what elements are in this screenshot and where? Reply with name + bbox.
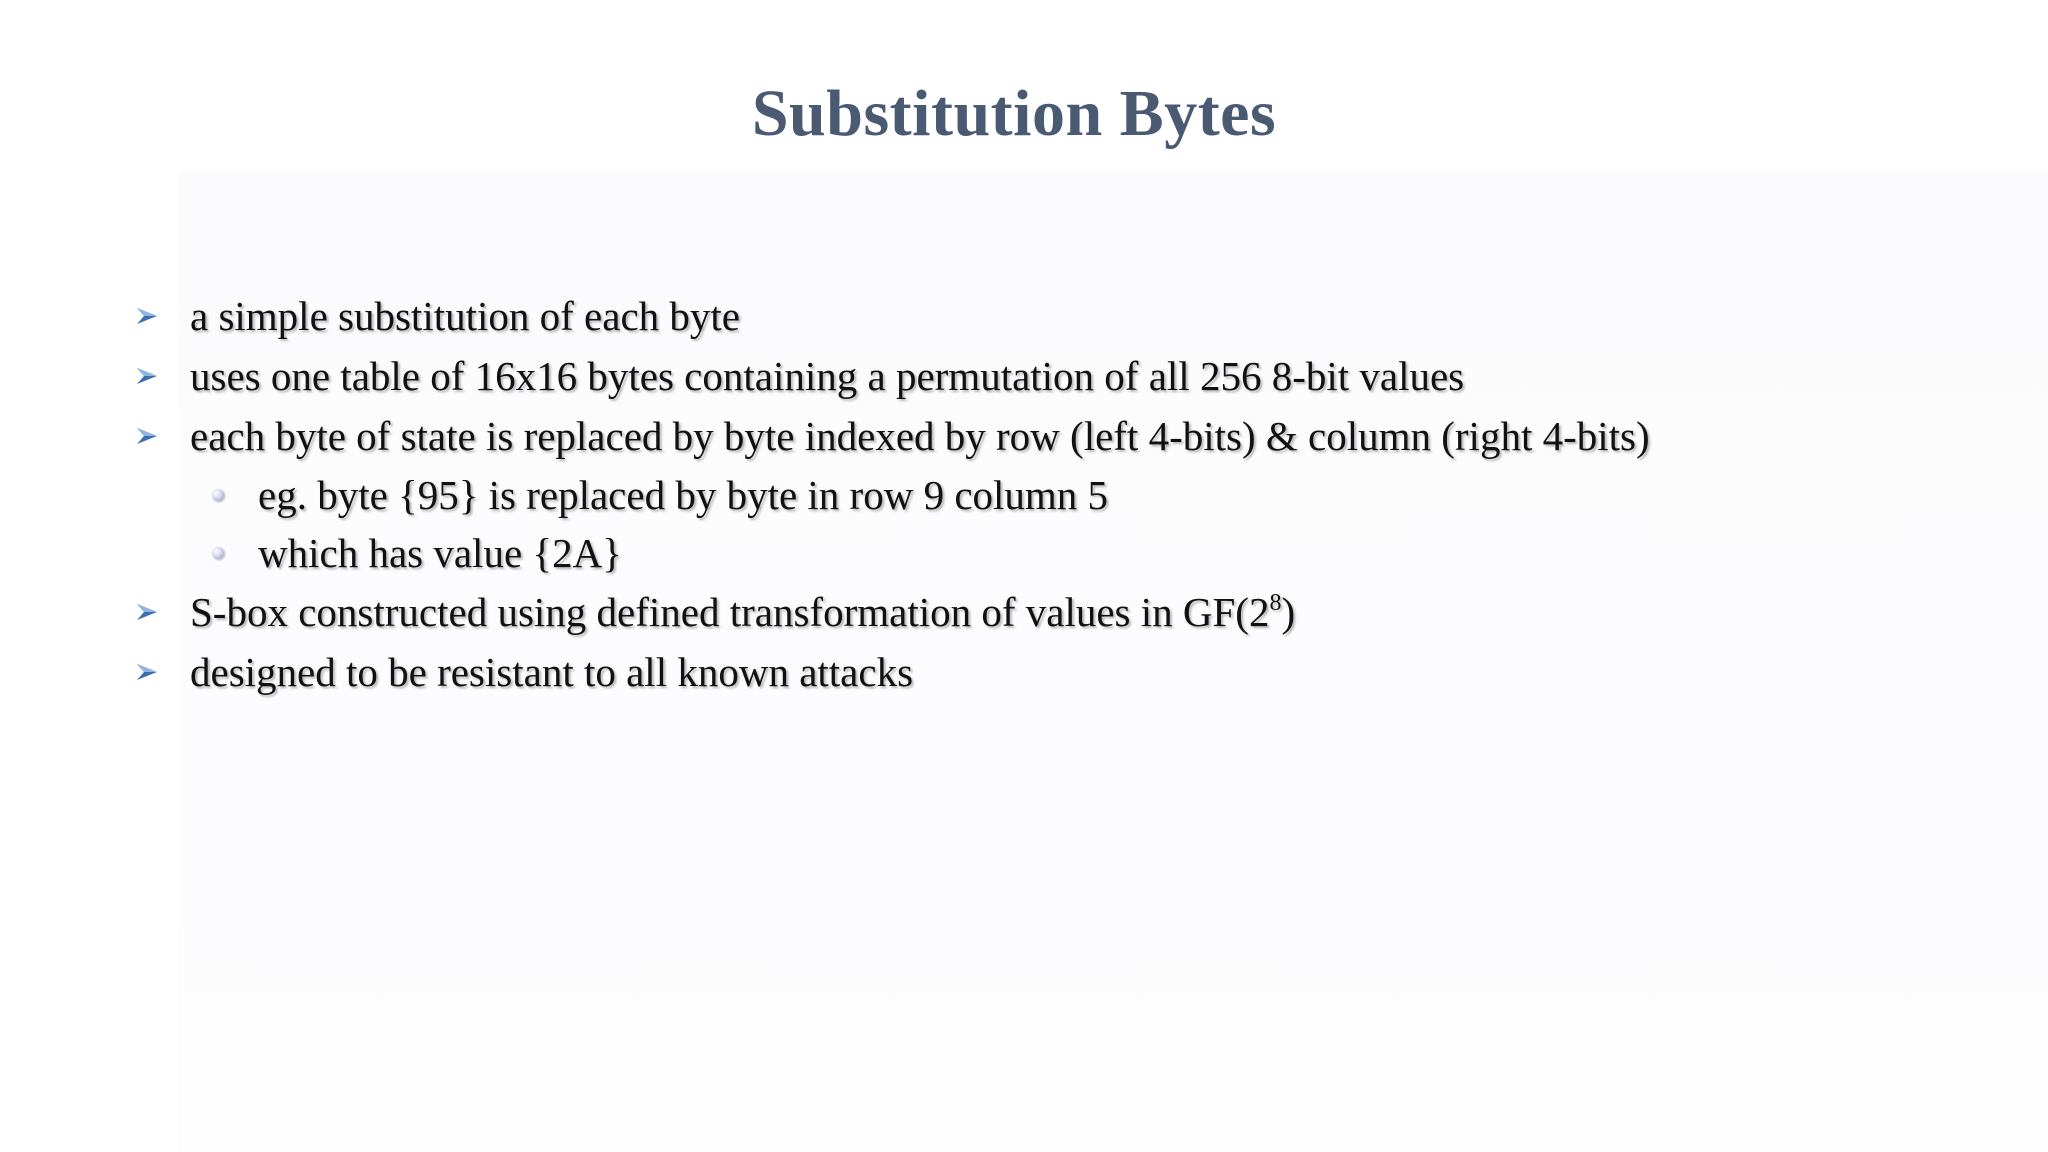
slide-title: Substitution Bytes [751, 77, 1277, 150]
sub-bullet-item [130, 524, 1650, 582]
bullet-item [130, 406, 1650, 466]
dot-bullet-icon [212, 489, 224, 501]
superscript-exponent: 8 [1269, 590, 1282, 616]
arrow-bullet-icon [136, 661, 158, 683]
bullet-text-before: S-box constructed using defined transformation of values in GF(2 [190, 589, 1270, 635]
arrow-bullet-icon [136, 305, 158, 327]
bullet-text [190, 589, 1295, 635]
sub-bullet-text: eg. byte {95} is replaced by byte in row 9 column 5 [258, 472, 1109, 518]
bullet-item [130, 346, 1650, 406]
bullet-text: a simple substitution of each byte [190, 293, 740, 339]
bullet-text: each byte of state is replaced by byte indexed by row (left 4-bits) & column (right 4-bits) [190, 413, 1650, 459]
bullet-item [130, 582, 1650, 642]
bullet-text: designed to be resistant to all known attacks [190, 649, 914, 695]
bullet-item [130, 286, 1650, 346]
arrow-bullet-icon [136, 601, 158, 623]
sub-bullet-item [130, 466, 1650, 524]
bullet-text-after: ) [1281, 589, 1296, 635]
dot-bullet-icon [212, 547, 224, 559]
bullet-text: uses one table of 16x16 bytes containing a permutation of all 256 8-bit values [190, 353, 1465, 399]
arrow-bullet-icon [136, 425, 158, 447]
bullet-item [130, 642, 1650, 702]
bullet-list [130, 286, 1650, 702]
arrow-bullet-icon [136, 365, 158, 387]
sub-bullet-text: which has value {2A} [258, 530, 622, 576]
